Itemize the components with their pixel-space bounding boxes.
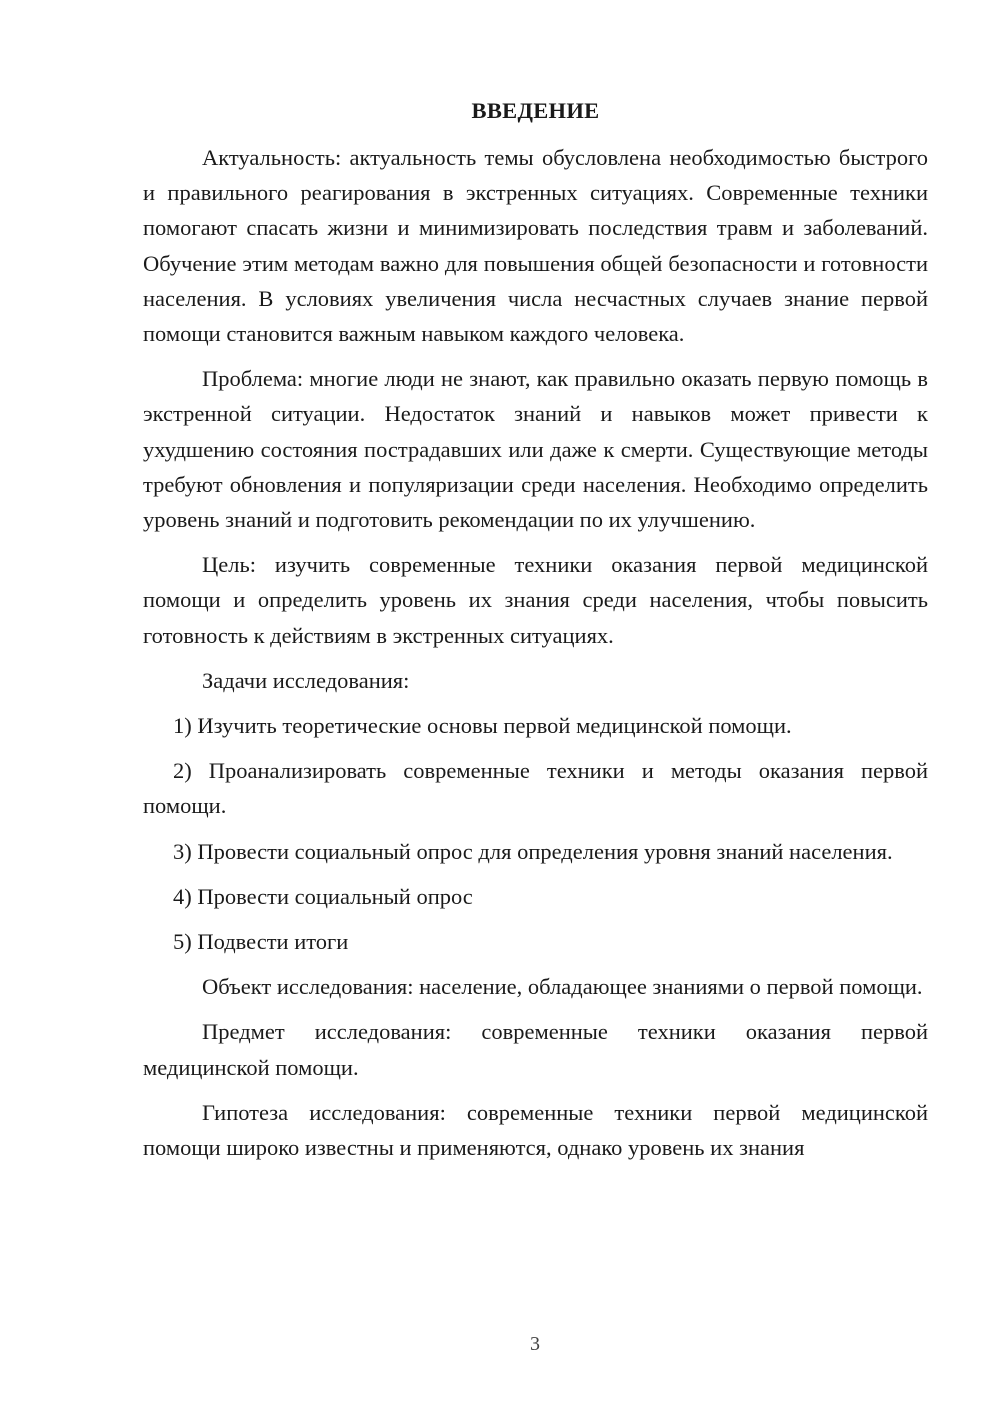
subject-paragraph: Предмет исследования: современные техники оказания первой медицинской помощи.	[143, 1019, 928, 1080]
task-item: 1) Изучить теоретические основы первой медицинской помощи.	[173, 713, 792, 739]
task-item: 5) Подвести итоги	[173, 929, 349, 955]
page-number: 3	[530, 1333, 540, 1355]
goal-paragraph: Цель: изучить современные техники оказания первой медицинской помощи и определить уровень их знания среди населения, чтобы повысить готовность к действиям в экстренных ситуациях.	[143, 552, 928, 648]
hypothesis-paragraph: Гипотеза исследования: современные техники первой медицинской помощи широко известны и применяются, однако уровень их знания	[143, 1099, 928, 1161]
relevance-paragraph: Актуальность: актуальность темы обусловлена необходимостью быстрого и правильного реагирования в экстренных ситуациях. Современные техники помогают спасать жизни и минимизировать последствия травм и заболеваний. Обучение этим методам важно для повышения общей безопасности и готовности населения. В условиях увеличения числа несчастных случаев знание первой помощи становится важным навыком каждого человека.	[143, 145, 928, 347]
task-item: 4) Провести социальный опрос	[173, 883, 473, 909]
task-item: 3) Провести социальный опрос для определения уровня знаний населения.	[173, 838, 893, 864]
object-paragraph: Объект исследования: население, обладающее знаниями о первой помощи.	[202, 974, 923, 1000]
problem-paragraph: Проблема: многие люди не знают, как правильно оказать первую помощь в экстренной ситуации. Недостаток знаний и навыков может привести к ухудшению состояния пострадавших или даже к смерти. Существующие методы требуют обновления и популяризации среди населения. Необходимо определить уровень знаний и подготовить рекомендации по их улучшению.	[143, 366, 928, 533]
document-body	[143, 94, 928, 1175]
tasks-title: Задачи исследования:	[202, 667, 410, 693]
section-heading: ВВЕДЕНИЕ	[471, 98, 600, 123]
task-item: 2) Проанализировать современные техники и методы оказания первой помощи.	[143, 758, 928, 819]
